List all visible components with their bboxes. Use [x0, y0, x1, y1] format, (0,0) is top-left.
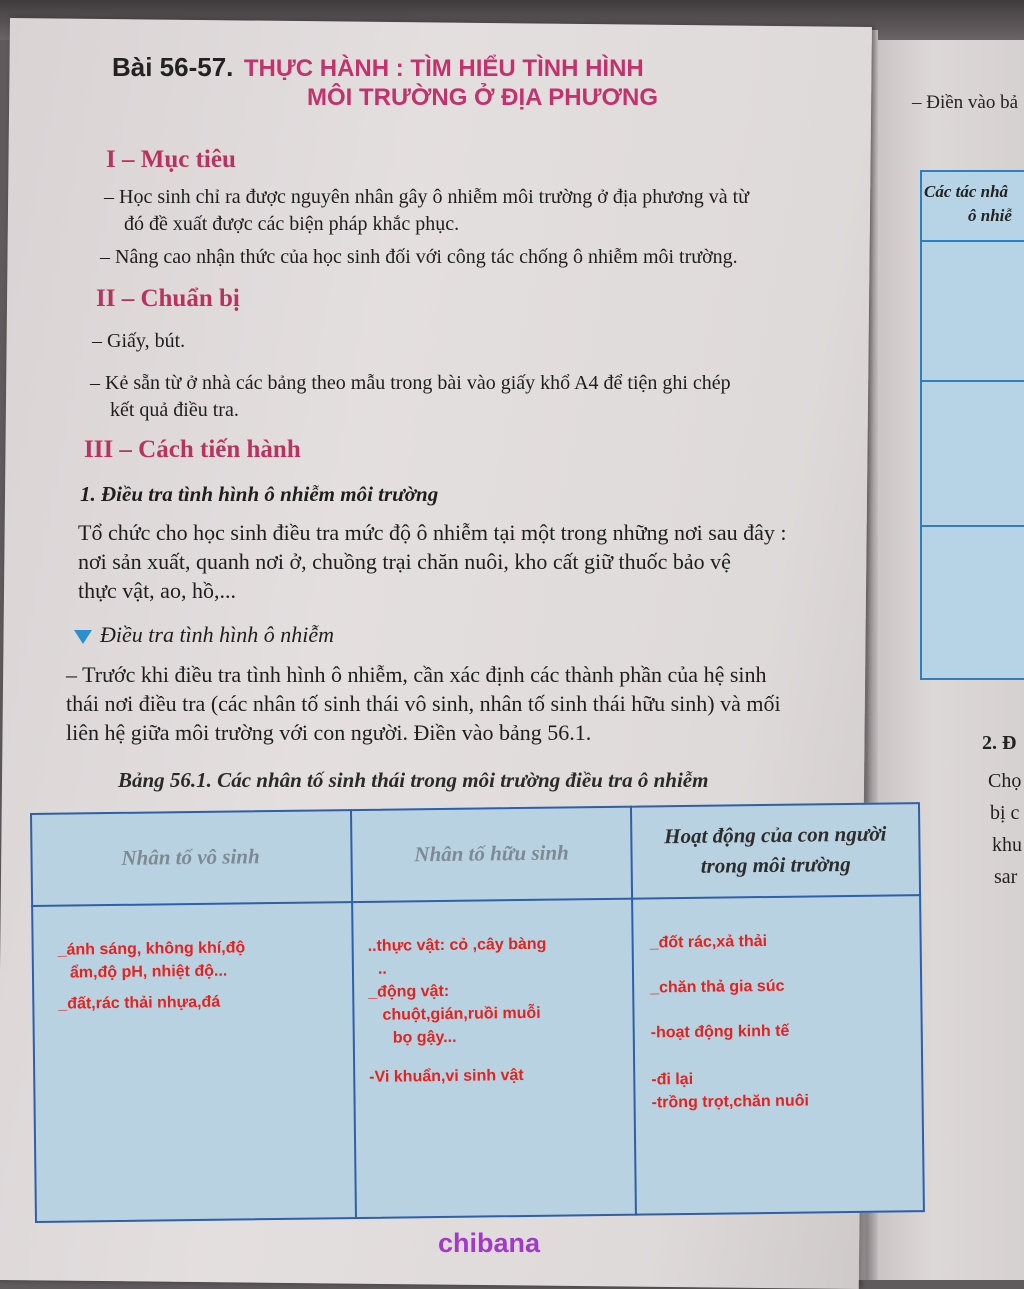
table-cell-abiotic — [58, 936, 247, 1015]
preparation-item-2 — [90, 370, 870, 424]
right-table-line — [920, 240, 1024, 242]
right-table-header-1: Các tác nhâ — [924, 182, 1009, 201]
cell-line: ..thực vật: cỏ ,cây bàng — [367, 935, 547, 955]
table-header-biotic: Nhân tố hữu sinh — [414, 840, 569, 867]
preparation-item-1: – Giấy, bút. — [92, 330, 186, 352]
procedure-paragraph-1 — [78, 518, 878, 605]
objective-item-2: – Nâng cao nhận thức của học sinh đối với công tác chống ô nhiễm môi trường. — [100, 246, 738, 268]
subsection-heading: 1. Điều tra tình hình ô nhiễm môi trường — [80, 482, 439, 506]
cell-line: _động vật: — [368, 982, 450, 1001]
cell-line: -trồng trọt,chăn nuôi — [651, 1092, 809, 1112]
right-line: Chọ — [988, 770, 1022, 792]
objective-item-1-line2: đó đề xuất được các biện pháp khắc phục. — [124, 213, 460, 235]
cell-line: -đi lại — [651, 1070, 694, 1089]
cell-line: _đốt rác,xả thải — [649, 933, 768, 952]
objective-item-1-line1: – Học sinh chỉ ra được nguyên nhân gây ô nhiễm môi trường ở địa phương và từ — [104, 186, 749, 208]
cell-line: bọ gậy... — [392, 1028, 457, 1047]
right-page-top-text: – Điền vào bả — [912, 92, 1019, 113]
table-header-human-activity: Hoạt động của con người trong môi trường — [664, 821, 887, 878]
ecological-factors-table — [30, 802, 925, 1223]
table-header-abiotic: Nhân tố vô sinh — [121, 844, 260, 870]
paragraph-line: thái nơi điều tra (các nhân tố sinh thái vô sinh, nhân tố sinh thái hữu sinh) và mối — [66, 691, 781, 716]
table-caption: Bảng 56.1. Các nhân tố sinh thái trong môi trường điều tra ô nhiễm — [118, 768, 709, 792]
right-line: khu — [992, 834, 1022, 856]
section-heading-objectives: I – Mục tiêu — [106, 146, 236, 173]
right-line: sar — [994, 866, 1018, 888]
triangle-bullet-icon — [74, 630, 92, 644]
cell-line: _ánh sáng, không khí,độ — [57, 939, 246, 959]
cell-line: -Vi khuẩn,vi sinh vật — [369, 1066, 524, 1086]
right-table-line — [920, 525, 1024, 527]
task-heading — [74, 622, 334, 648]
preparation-item-2-line1: – Kẻ sẵn từ ở nhà các bảng theo mẫu trong bài vào giấy khổ A4 để tiện ghi chép — [90, 372, 731, 394]
table-cell-biotic — [368, 933, 549, 1089]
cell-line: _chăn thả gia súc — [650, 977, 785, 997]
task-heading-text: Điều tra tình hình ô nhiễm — [100, 622, 335, 647]
cell-line: _đất,rác thải nhựa,đá — [58, 993, 221, 1013]
paragraph-line: liên hệ giữa môi trường với con người. Điền vào bảng 56.1. — [66, 720, 592, 745]
right-page-table — [920, 170, 1024, 680]
lesson-title — [112, 52, 852, 111]
table-cell-human-activity — [649, 930, 809, 1115]
procedure-paragraph-2 — [66, 660, 886, 747]
preparation-item-2-line2: kết quả điều tra. — [110, 399, 239, 421]
cell-line: chuột,gián,ruồi muỗi — [382, 1004, 541, 1024]
paragraph-line: thực vật, ao, hồ,... — [78, 578, 236, 603]
paragraph-line: Tổ chức cho học sinh điều tra mức độ ô nhiễm tại một trong những nơi sau đây : — [78, 520, 787, 545]
cell-line: ẩm,độ pH, nhiệt độ... — [69, 962, 228, 982]
cell-line: .. — [377, 960, 387, 978]
section-heading-procedure: III – Cách tiến hành — [84, 436, 301, 463]
right-section-heading: 2. Đ — [982, 732, 1017, 754]
objective-item-1 — [104, 184, 864, 238]
lesson-title-line2: MÔI TRƯỜNG Ở ĐỊA PHƯƠNG — [307, 84, 659, 111]
paragraph-line: – Trước khi điều tra tình hình ô nhiễm, cần xác định các thành phần của hệ sinh — [66, 662, 767, 687]
right-table-line — [920, 380, 1024, 382]
cell-line: -hoạt động kinh tế — [650, 1022, 790, 1042]
right-table-header-2: ô nhiễ — [968, 206, 1012, 225]
paragraph-line: nơi sản xuất, quanh nơi ở, chuồng trại chăn nuôi, kho cất giữ thuốc bảo vệ — [78, 549, 731, 574]
lesson-title-line1: THỰC HÀNH : TÌM HIỂU TÌNH HÌNH — [243, 55, 644, 82]
right-line: bị c — [990, 802, 1020, 824]
watermark: chibana — [438, 1228, 541, 1258]
lesson-number: Bài 56-57. — [112, 52, 234, 82]
section-heading-preparation: II – Chuẩn bị — [96, 285, 240, 312]
